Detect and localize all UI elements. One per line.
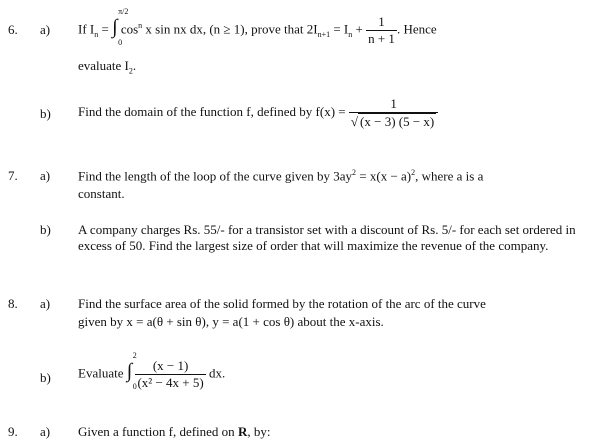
question-9a-text: Given a function f, defined on R, by:: [78, 424, 271, 439]
fraction: $\frac{1}{n + 1}$: [368, 14, 395, 46]
question-9-number: 9.: [8, 424, 18, 439]
fraction: $\frac{(x - 1)}{\text{(x² − 4x + 5)}}$: [137, 358, 204, 390]
question-8b-text: Evaluate ∫ 2 0 $\frac{(x - 1)}{\text{(x² − 4x + 5)}}$ dx.: [78, 351, 226, 392]
question-6a-line1: If $I_n$ = ∫ π/2 0 $\cos^n x$ sin nx dx, (n ≥ 1), prove that $2I_{n+1} = I_n$ + $\frac{1}{n + 1}$ . Hence: [78, 7, 437, 48]
question-6-number: 6.: [8, 22, 18, 37]
question-7b-label: b): [40, 222, 51, 237]
question-7a-line1: Find the length of the loop of the curve given by $3ay^2 = x(x - a)^2$, where a is a: [78, 168, 484, 184]
fraction: $\frac{1}{√ (x - 3) (5 - x)}$: [349, 96, 438, 130]
question-8a-label: a): [40, 296, 51, 311]
question-7-number: 7.: [8, 168, 18, 183]
question-7b-text: A company charges Rs. 55/- for a transistor set with a discount of Rs. 5/- for each set ordered in excess of 50. Find the largest size of order that will maximize the revenue of the company.: [78, 222, 576, 253]
question-7a-line2: constant.: [78, 186, 125, 201]
question-9a-label: a): [40, 424, 51, 439]
question-8-number: 8.: [8, 296, 18, 311]
question-8a-line1: Find the surface area of the solid formed by the rotation of the arc of the curve: [78, 296, 486, 311]
question-8a-line2: given by x = a(θ + sin θ), y = a(1 + cos θ) about the x-axis.: [78, 314, 384, 329]
question-6a-label: a): [40, 22, 51, 37]
integral-sign: ∫ 2 0: [126, 351, 137, 392]
question-6b-label: b): [40, 106, 51, 121]
question-8b-label: b): [40, 370, 51, 385]
question-7a-label: a): [40, 168, 51, 183]
question-6a-line2: evaluate $I_2$.: [78, 58, 137, 76]
integral-sign: ∫ π/2 0: [112, 7, 129, 48]
question-6b-text: Find the domain of the function f, defined by f(x) = $\frac{1}{√ (x - 3) (5 - x)}$: [78, 96, 438, 130]
